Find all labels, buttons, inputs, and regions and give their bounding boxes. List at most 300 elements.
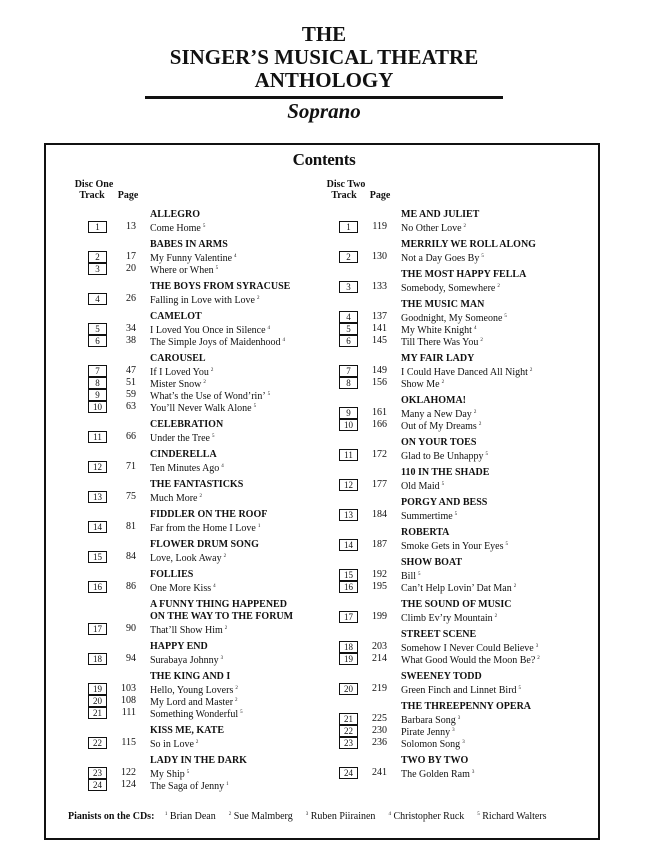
song-title [150, 779, 229, 793]
page-number: 63 [126, 401, 136, 412]
song-title-text: Hello, Young Lovers [150, 685, 234, 696]
song-title-text: Where or When [150, 265, 214, 276]
show-title: CELEBRATION [150, 419, 224, 430]
pianist-entry [475, 811, 546, 822]
page-number: 192 [372, 569, 387, 580]
pianist-superscript: 2 [235, 686, 238, 691]
page-number: 241 [372, 767, 387, 778]
pianist-superscript: 3 [457, 716, 461, 721]
page-number: 236 [372, 737, 387, 748]
song-row [339, 365, 536, 377]
track-number: 13 [88, 491, 107, 503]
song-title [401, 683, 521, 697]
song-title-text: Love, Look Away [150, 553, 222, 564]
pianist-superscript: 2 [497, 284, 500, 289]
pianist-superscript: 5 [240, 710, 243, 715]
track-number: 24 [339, 767, 358, 779]
show-title: LADY IN THE DARK [150, 755, 247, 766]
song-row [88, 767, 293, 779]
pianist-superscript: 5 [454, 512, 458, 517]
song-title-text: Come Home [150, 223, 201, 234]
song-title [401, 767, 474, 781]
pianist-superscript: 3 [471, 770, 475, 775]
song-row [88, 263, 293, 275]
song-title-text: Bill [401, 571, 417, 582]
song-title-text: The Simple Joys of Maidenhood [150, 337, 281, 348]
show-title: ALLEGRO [150, 209, 201, 220]
page-number: 13 [126, 221, 136, 232]
show-title: SHOW BOAT [401, 557, 463, 568]
show-title: CAROUSEL [150, 353, 206, 364]
show-title: THE BOYS FROM SYRACUSE [150, 281, 291, 292]
song-row [339, 221, 536, 233]
song-title [401, 581, 516, 595]
song-row [88, 461, 293, 473]
song-row [88, 323, 293, 335]
page-number: 51 [126, 377, 136, 388]
track-number: 14 [88, 521, 107, 533]
pianist-superscript: 1 [226, 782, 229, 787]
page-number: 20 [126, 263, 136, 274]
song-title [150, 461, 224, 475]
song-title-text: Smoke Gets in Your Eyes [401, 541, 504, 552]
song-title [150, 221, 205, 235]
show-title: THE THREEPENNY OPERA [401, 701, 532, 712]
song-title [150, 737, 198, 751]
song-title [401, 419, 481, 433]
song-row [88, 293, 293, 305]
pianist-superscript: 5 [253, 404, 257, 409]
pianist-number: 3 [305, 812, 309, 817]
song-title [150, 263, 218, 277]
song-title [150, 653, 223, 667]
contents-title: Contents [292, 150, 356, 169]
song-title-text: The Saga of Jenny [150, 781, 225, 792]
pianist-superscript: 5 [441, 482, 445, 487]
track-number: 17 [339, 611, 358, 623]
track-number: 9 [339, 407, 358, 419]
song-title-text: Green Finch and Linnet Bird [401, 685, 517, 696]
song-title-text: Pirate Jenny [401, 727, 451, 738]
show-title: CINDERELLA [150, 449, 217, 460]
show-title-line-2: ON THE WAY TO THE FORUM [150, 611, 294, 622]
song-row [88, 623, 293, 635]
pianist-superscript: 1 [257, 524, 261, 529]
song-row [339, 569, 536, 581]
song-row [88, 221, 293, 233]
song-row [339, 479, 536, 491]
song-row [339, 419, 536, 431]
disc-one-track-header: Track [79, 190, 105, 201]
disc-two-track-header: Track [331, 190, 357, 201]
track-number: 10 [339, 419, 358, 431]
track-number: 17 [88, 623, 107, 635]
pianist-superscript: 2 [224, 626, 228, 631]
pianist-list [163, 811, 558, 822]
track-number: 24 [88, 779, 107, 791]
track-number: 1 [88, 221, 107, 233]
page-number: 103 [121, 683, 136, 694]
page-number: 71 [126, 461, 136, 472]
song-row [88, 491, 293, 503]
page-number: 214 [372, 653, 387, 664]
disc-one-page-header: Page [117, 190, 139, 201]
song-title-text: Much More [150, 493, 198, 504]
pianist-superscript: 5 [518, 686, 522, 691]
pianists-label: Pianists on the CDs: [68, 811, 155, 822]
pianist-superscript: 5 [215, 266, 219, 271]
song-title [150, 401, 256, 415]
song-title-text: If I Loved You [150, 367, 209, 378]
track-number: 4 [88, 293, 107, 305]
song-title-text: Not a Day Goes By [401, 253, 480, 264]
song-row [88, 251, 293, 263]
show-title: PORGY AND BESS [401, 497, 488, 508]
page-number: 141 [372, 323, 387, 334]
pianist-superscript: 4 [213, 584, 216, 589]
page-number: 111 [121, 707, 136, 718]
pianist-superscript: 5 [202, 224, 206, 229]
pianist-entry [163, 811, 216, 822]
page-number: 130 [372, 251, 387, 262]
show-title: KISS ME, KATE [150, 725, 224, 736]
page-number: 17 [126, 251, 136, 262]
track-number: 11 [339, 449, 358, 461]
page-number: 219 [372, 683, 387, 694]
song-title-text: My Ship [150, 769, 185, 780]
page-number: 225 [372, 713, 387, 724]
pianist-superscript: 2 [478, 422, 482, 427]
pianist-superscript: 2 [513, 584, 517, 589]
show-title: 110 IN THE SHADE [401, 467, 490, 478]
track-number: 19 [88, 683, 107, 695]
show-title: MERRILY WE ROLL ALONG [401, 239, 536, 250]
pianist-superscript: 2 [199, 494, 202, 499]
track-number: 18 [88, 653, 107, 665]
page-number: 161 [372, 407, 387, 418]
show-title: BABES IN ARMS [150, 239, 228, 250]
page-number: 199 [372, 611, 387, 622]
page-number: 124 [121, 779, 136, 790]
page-number: 230 [372, 725, 387, 736]
track-number: 5 [339, 323, 358, 335]
song-title [150, 521, 260, 535]
page-number: 203 [372, 641, 387, 652]
track-number: 3 [339, 281, 358, 293]
song-title [401, 449, 488, 463]
page-number: 26 [126, 293, 136, 304]
song-title-text: Summertime [401, 511, 453, 522]
show-title: A FUNNY THING HAPPENED [150, 599, 287, 610]
song-title-text: Under the Tree [150, 433, 210, 444]
song-title-text: You’ll Never Walk Alone [150, 403, 252, 414]
show-title: THE MOST HAPPY FELLA [401, 269, 527, 280]
title-line-3: ANTHOLOGY [254, 68, 394, 92]
show-title: OKLAHOMA! [401, 395, 466, 406]
page-number: 149 [372, 365, 387, 376]
song-row [88, 707, 293, 719]
song-row [339, 641, 539, 654]
track-number: 16 [339, 581, 358, 593]
title-line-2: SINGER’S MUSICAL THEATRE [169, 45, 479, 69]
pianist-superscript: 2 [235, 698, 238, 703]
song-row [88, 335, 293, 347]
song-row [88, 521, 293, 533]
track-number: 8 [339, 377, 358, 389]
page-number: 66 [126, 431, 136, 442]
show-title: THE KING AND I [150, 671, 231, 682]
track-number: 21 [88, 707, 107, 719]
track-number: 19 [339, 653, 358, 665]
page-number: 145 [372, 335, 387, 346]
pianist-superscript: 3 [452, 728, 455, 733]
song-title-text: Climb Ev’ry Mountain [401, 613, 493, 624]
song-row [339, 323, 536, 335]
track-number: 20 [339, 683, 358, 695]
page-number: 122 [121, 767, 136, 778]
song-row [88, 365, 293, 377]
page-number: 47 [126, 365, 136, 376]
pianist-entry [227, 811, 293, 822]
song-row [339, 683, 536, 695]
song-title [401, 479, 444, 493]
song-title [150, 335, 285, 349]
track-number: 15 [339, 569, 358, 581]
song-title-text: Out of My Dreams [401, 421, 477, 432]
page-number: 137 [372, 311, 387, 322]
page-number: 156 [372, 377, 387, 388]
show-title: HAPPY END [150, 641, 208, 652]
show-title: FOLLIES [150, 569, 194, 580]
show-title: STREET SCENE [401, 629, 477, 640]
song-row [88, 779, 293, 791]
pianist-superscript: 5 [186, 770, 190, 775]
page-number: 177 [372, 479, 387, 490]
pianist-superscript: 2 [441, 380, 445, 385]
track-number: 1 [339, 221, 358, 233]
page-number: 166 [372, 419, 387, 430]
track-number: 9 [88, 389, 107, 401]
song-title-text: Something Wonderful [150, 709, 239, 720]
pianist-number: 2 [228, 812, 232, 817]
track-number: 16 [88, 581, 107, 593]
track-number: 14 [339, 539, 358, 551]
pianist-entry [304, 811, 376, 822]
song-title-text: One More Kiss [150, 583, 212, 594]
show-title: ROBERTA [401, 527, 450, 538]
disc-one-label: Disc One [74, 179, 114, 190]
track-number: 3 [88, 263, 107, 275]
pianist-superscript: 4 [267, 326, 271, 331]
track-number: 18 [339, 641, 358, 653]
pianist-superscript: 2 [494, 614, 498, 619]
track-number: 10 [88, 401, 107, 413]
page-number: 172 [372, 449, 387, 460]
song-title [401, 377, 444, 391]
pianist-superscript: 2 [480, 338, 483, 343]
track-number: 2 [339, 251, 358, 263]
pianist-superscript: 2 [537, 656, 540, 661]
song-row [88, 581, 293, 593]
song-title [401, 539, 508, 553]
song-title-text: Somehow I Never Could Believe [401, 643, 534, 654]
track-number: 5 [88, 323, 107, 335]
pianist-superscript: 3 [535, 644, 539, 649]
track-number: 11 [88, 431, 107, 443]
pianist-superscript: 2 [223, 554, 227, 559]
song-row [339, 581, 536, 593]
song-row [339, 407, 536, 419]
song-title-text: Ten Minutes Ago [150, 463, 220, 474]
song-row [339, 611, 536, 623]
pianist-superscript: 2 [210, 368, 214, 373]
song-title [150, 581, 216, 595]
song-row [339, 539, 536, 551]
pianist-name: Christopher Ruck [393, 811, 465, 822]
song-title-text: Somebody, Somewhere [401, 283, 496, 294]
page-number: 184 [372, 509, 387, 520]
page-number: 108 [121, 695, 136, 706]
track-number: 21 [339, 713, 358, 725]
subtitle: Soprano [287, 99, 361, 123]
song-title-text: I Could Have Danced All Night [401, 367, 528, 378]
track-number: 2 [88, 251, 107, 263]
song-row [339, 251, 536, 263]
song-row [88, 695, 293, 707]
song-row [339, 725, 536, 737]
pianists-footer [68, 811, 558, 822]
page-number: 90 [126, 623, 136, 634]
song-title-text: Barbara Song [401, 715, 456, 726]
pianist-superscript: 5 [504, 314, 507, 319]
song-title-text: Surabaya Johnny [150, 655, 219, 666]
song-title [150, 707, 243, 721]
song-row [339, 653, 540, 666]
song-title [401, 335, 483, 349]
song-title [401, 281, 500, 295]
pianist-superscript: 4 [234, 254, 237, 259]
pianist-name: Sue Malmberg [233, 811, 293, 822]
page-number: 75 [126, 491, 136, 502]
pianist-superscript: 4 [221, 464, 224, 469]
pianist-number: 4 [388, 812, 391, 817]
show-title: MY FAIR LADY [401, 353, 475, 364]
song-row [88, 389, 293, 401]
song-title-text: Mister Snow [150, 379, 202, 390]
show-title: ON YOUR TOES [401, 437, 477, 448]
show-title: CAMELOT [150, 311, 202, 322]
pianist-superscript: 2 [473, 410, 477, 415]
song-row [88, 653, 293, 665]
pianist-superscript: 2 [463, 224, 467, 229]
song-title-text: Glad to Be Unhappy [401, 451, 484, 462]
pianist-name: Ruben Piirainen [310, 811, 376, 822]
show-title: SWEENEY TODD [401, 671, 482, 682]
track-number: 22 [88, 737, 107, 749]
page-number: 38 [126, 335, 136, 346]
song-title [401, 737, 465, 751]
pianist-superscript: 5 [418, 572, 421, 577]
song-row [339, 449, 536, 461]
page-number: 84 [126, 551, 136, 562]
disc-two-column [339, 209, 540, 780]
pianist-name: Richard Walters [482, 811, 547, 822]
song-title [150, 293, 260, 307]
track-number: 15 [88, 551, 107, 563]
page-number: 86 [126, 581, 136, 592]
pianist-entry [386, 811, 464, 822]
show-title: TWO BY TWO [401, 755, 469, 766]
song-row [88, 737, 293, 749]
page-number: 34 [126, 323, 136, 334]
page-number: 133 [372, 281, 387, 292]
show-title: THE MUSIC MAN [401, 299, 485, 310]
track-number: 4 [339, 311, 358, 323]
track-number: 12 [88, 461, 107, 473]
song-title [150, 431, 215, 445]
song-title-text: Old Maid [401, 481, 440, 492]
page-number: 94 [126, 653, 136, 664]
song-title [401, 509, 457, 523]
pianist-superscript: 3 [220, 656, 224, 661]
song-title-text: My Lord and Master [150, 697, 234, 708]
track-number: 20 [88, 695, 107, 707]
pianist-superscript: 2 [529, 368, 533, 373]
song-title-text: So in Love [150, 739, 194, 750]
show-title: ME AND JULIET [401, 209, 480, 220]
song-title-text: The Golden Ram [401, 769, 470, 780]
song-title-text: Goodnight, My Someone [401, 313, 503, 324]
track-number: 13 [339, 509, 358, 521]
track-number: 6 [88, 335, 107, 347]
page-number: 115 [121, 737, 136, 748]
song-row [339, 311, 536, 323]
track-number: 6 [339, 335, 358, 347]
track-number: 7 [339, 365, 358, 377]
song-title-text: My White Knight [401, 325, 472, 336]
pianist-superscript: 5 [267, 392, 271, 397]
page-number: 81 [126, 521, 136, 532]
song-title-text: I Loved You Once in Silence [150, 325, 266, 336]
page-number: 195 [372, 581, 387, 592]
pianist-superscript: 2 [257, 296, 260, 301]
song-row [339, 335, 536, 347]
pianist-superscript: 3 [462, 740, 465, 745]
disc-two-page-header: Page [369, 190, 391, 201]
song-row [88, 401, 293, 413]
song-title [401, 221, 466, 235]
song-row [339, 737, 536, 749]
song-title-text: That’ll Show Him [150, 625, 223, 636]
track-number: 7 [88, 365, 107, 377]
song-title [150, 623, 227, 637]
song-title [150, 491, 202, 505]
show-title: FIDDLER ON THE ROOF [150, 509, 268, 520]
pianist-superscript: 2 [195, 740, 199, 745]
show-title: FLOWER DRUM SONG [150, 539, 259, 550]
pianist-superscript: 5 [212, 434, 215, 439]
track-number: 23 [88, 767, 107, 779]
show-title: THE FANTASTICKS [150, 479, 244, 490]
song-row [339, 713, 536, 725]
track-number: 8 [88, 377, 107, 389]
song-title [150, 551, 226, 565]
song-row [88, 551, 293, 563]
song-title-text: Till There Was You [401, 337, 479, 348]
pianist-superscript: 5 [485, 452, 488, 457]
song-row [339, 377, 536, 389]
song-title-text: What’s the Use of Wond’rin’ [150, 391, 266, 402]
